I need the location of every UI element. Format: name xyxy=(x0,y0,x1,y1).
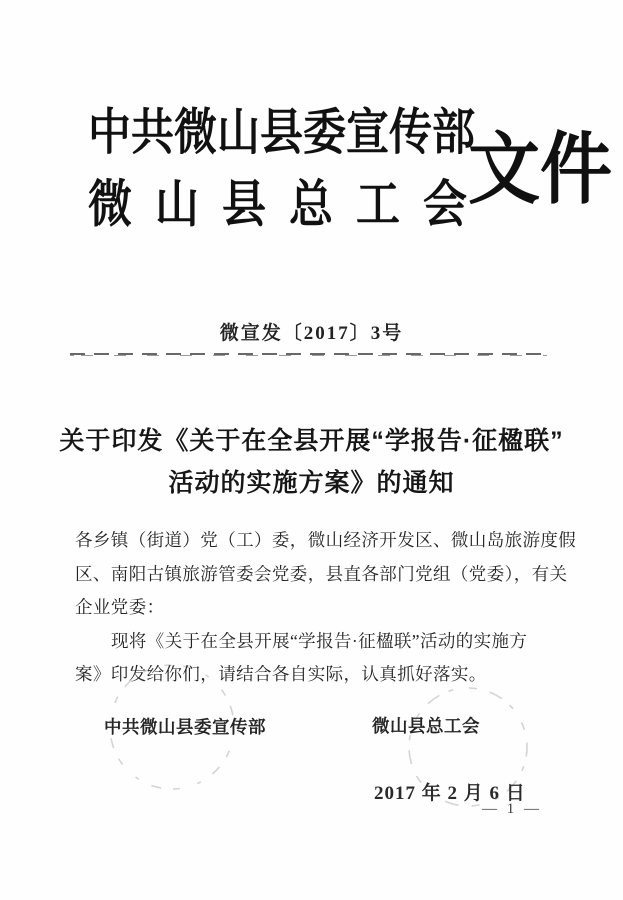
document-number: 微宣发〔2017〕3号 xyxy=(219,323,404,344)
issuing-org-line2: 微山县总工会 xyxy=(88,176,490,233)
document-type-label: 文件 xyxy=(468,126,613,214)
document-date: 2017 年 2 月 6 日 xyxy=(374,783,526,804)
notice-title-line2: 活动的实施方案》的通知 xyxy=(168,469,455,497)
recipients-line: 企业党委： xyxy=(75,597,165,617)
issuing-org-line1: 中共微山县委宣传部 xyxy=(88,105,475,161)
signature-org-right: 微山县总工会 xyxy=(372,716,480,736)
paragraph-line: 案》印发给你们，请结合各自实际，认真抓好落实。 xyxy=(75,664,487,684)
page-number: — 1 — xyxy=(482,801,542,817)
notice-title-line1: 关于印发《关于在全县开展“学报告·征楹联” xyxy=(59,427,564,455)
recipients-line: 区、南阳古镇旅游管委会党委，县直各部门党组（党委），有关 xyxy=(75,563,568,584)
notice-title xyxy=(0,420,623,504)
header-divider-rule xyxy=(70,353,547,356)
recipients-line: 各乡镇（街道）党（工）委，微山经济开发区、微山岛旅游度假 xyxy=(75,530,577,550)
paragraph-line: 现将《关于在全县开展“学报告·征楹联”活动的实施方 xyxy=(111,630,528,651)
signature-org-left: 中共微山县委宣传部 xyxy=(104,717,266,737)
notice-body xyxy=(75,524,577,692)
